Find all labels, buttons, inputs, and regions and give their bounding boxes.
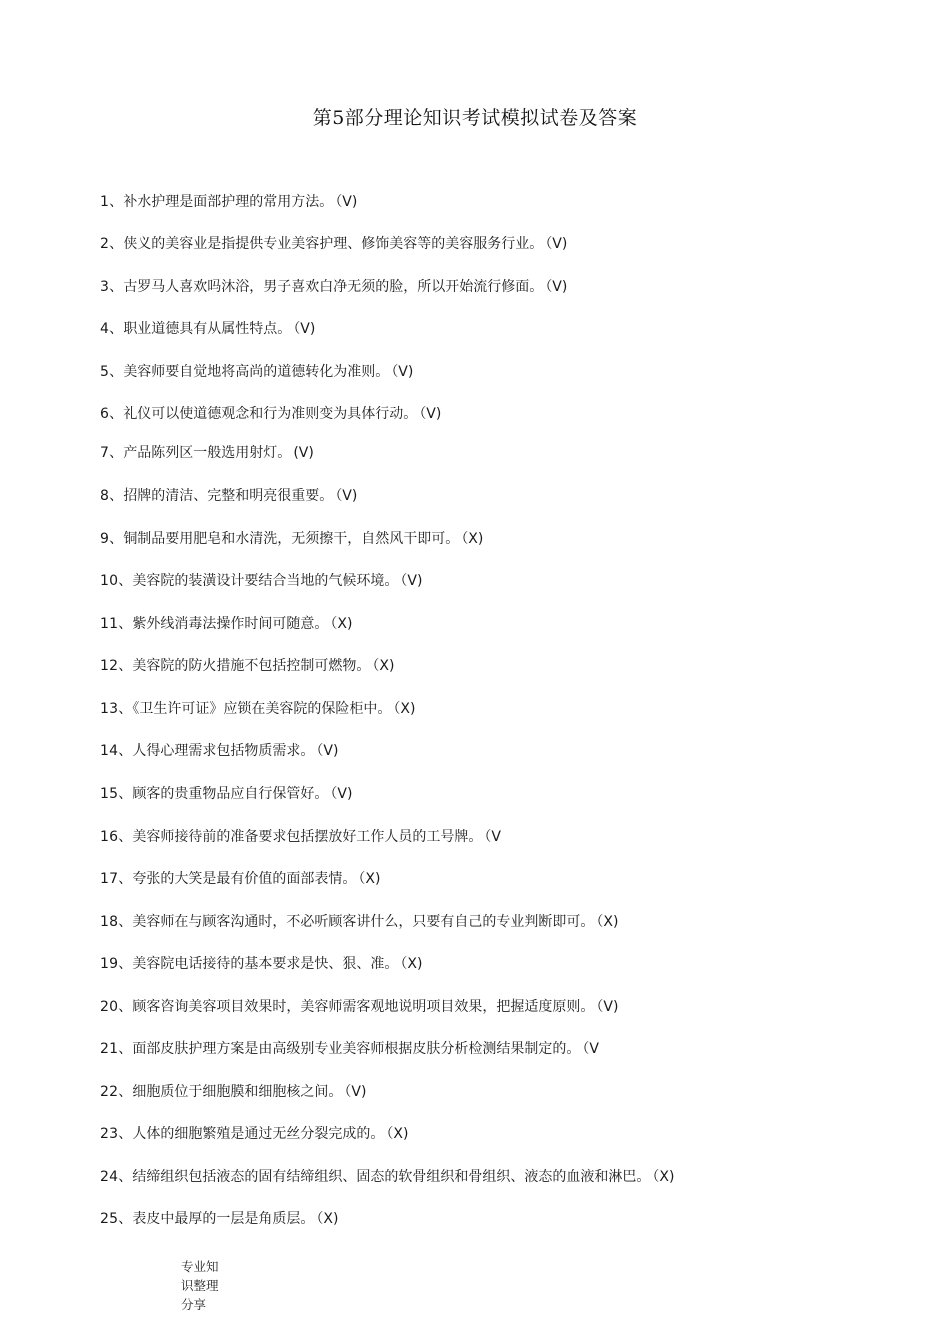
question-number: 23、 [100,1126,133,1142]
question-number: 7、 [100,445,124,461]
question-text: 职业道德具有从属性特点。 [123,321,292,337]
question-number: 1、 [100,194,124,210]
question-number: 22、 [100,1084,133,1100]
question-number: 19、 [100,956,133,972]
question-item [100,234,567,254]
question-answer: （X) [358,871,381,887]
question-number: 21、 [100,1041,133,1057]
question-text: 人体的细胞繁殖是通过无丝分裂完成的。 [132,1126,385,1142]
question-text: 美容院的装潢设计要结合当地的气候环境。 [132,573,399,589]
question-answer: （X) [372,658,395,674]
question-text: 招牌的清洁、完整和明亮很重要。 [123,488,334,504]
question-text: 顾客咨询美容项目效果时，美容师需客观地说明项目效果，把握适度原则。 [132,999,595,1015]
question-item [100,784,352,804]
question-number: 16、 [100,829,133,845]
question-text: 产品陈列区一般选用射灯。 [123,445,292,461]
question-number: 6、 [100,406,124,422]
question-item [100,827,501,847]
question-item [100,1082,366,1102]
question-text: 结缔组织包括液态的固有结缔组织、固态的软骨组织和骨组织、液态的血液和淋巴。 [132,1169,651,1185]
question-text: 铜制品要用肥皂和水清洗，无须擦干，自然风干即可。 [123,531,460,547]
question-number: 24、 [100,1169,133,1185]
question-text: 美容师要自觉地将高尚的道德转化为准则。 [123,364,390,380]
question-item [100,486,357,506]
question-answer: (V) [293,445,314,461]
question-item [100,404,441,424]
question-text: 人得心理需求包括物质需求。 [132,743,315,759]
question-item [100,699,415,719]
question-text: 美容师在与顾客沟通时，不必听顾客讲什么，只要有自己的专业判断即可。 [132,914,595,930]
question-answer: （X) [461,531,484,547]
question-number: 15、 [100,786,133,802]
question-item [100,1167,674,1187]
question-answer: （V [582,1041,599,1057]
question-number: 4、 [100,321,124,337]
question-answer: （X) [652,1169,675,1185]
question-answer: （X) [330,616,353,632]
question-text: 美容院电话接待的基本要求是快、狠、准。 [132,956,399,972]
question-answer: （V) [419,406,442,422]
question-text: 礼仪可以使道德观念和行为准则变为具体行动。 [123,406,418,422]
question-item [100,192,357,212]
question-answer: （V) [293,321,316,337]
question-text: 表皮中最厚的一层是角质层。 [132,1211,315,1227]
question-number: 10、 [100,573,133,589]
question-text: 侠义的美容业是指提供专业美容护理、修饰美容等的美容服务行业。 [123,236,544,252]
question-answer: （V) [391,364,414,380]
question-answer: （V) [335,194,358,210]
question-text: 《卫生许可证》应锁在美容院的保险柜中。 [132,701,392,717]
question-item [100,997,618,1017]
question-answer: （X) [316,1211,339,1227]
question-item [100,443,314,463]
question-item [100,571,422,591]
question-text: 夸张的大笑是最有价值的面部表情。 [132,871,357,887]
question-text: 顾客的贵重物品应自行保管好。 [132,786,329,802]
question-item [100,1209,338,1229]
question-answer: （V) [545,236,568,252]
question-number: 25、 [100,1211,133,1227]
question-item [100,741,338,761]
question-text: 补水护理是面部护理的常用方法。 [123,194,334,210]
question-answer: （V) [596,999,619,1015]
question-answer: （V) [335,488,358,504]
question-number: 3、 [100,279,124,295]
question-answer: （V) [316,743,339,759]
question-number: 11、 [100,616,133,632]
question-answer: （V) [344,1084,367,1100]
question-item [100,319,315,339]
question-text: 细胞质位于细胞膜和细胞核之间。 [132,1084,343,1100]
question-item [100,362,413,382]
question-number: 9、 [100,531,124,547]
question-answer: （V) [330,786,353,802]
page-title: 第5部分理论知识考试模拟试卷及答案 [312,107,638,129]
question-item [100,614,352,634]
question-number: 14、 [100,743,133,759]
question-number: 13、 [100,701,133,717]
question-item [100,1039,599,1059]
question-answer: （V [484,829,501,845]
question-number: 12、 [100,658,133,674]
question-item [100,954,422,974]
question-number: 17、 [100,871,133,887]
question-text: 面部皮肤护理方案是由高级别专业美容师根据皮肤分析检测结果制定的。 [132,1041,581,1057]
question-answer: （X) [393,701,416,717]
question-item [100,869,380,889]
question-answer: （X) [400,956,423,972]
question-text: 美容院的防火措施不包括控制可燃物。 [132,658,371,674]
question-number: 18、 [100,914,133,930]
question-text: 紫外线消毒法操作时间可随意。 [132,616,329,632]
footer-note: 专业知识整理分享 [181,1259,219,1312]
question-number: 5、 [100,364,124,380]
question-item [100,656,394,676]
question-answer: （V) [545,279,568,295]
question-number: 8、 [100,488,124,504]
question-answer: （V) [400,573,423,589]
question-text: 美容师接待前的准备要求包括摆放好工作人员的工号牌。 [132,829,483,845]
question-number: 2、 [100,236,124,252]
question-text: 古罗马人喜欢吗沐浴，男子喜欢白净无须的脸，所以开始流行修面。 [123,279,544,295]
question-number: 20、 [100,999,133,1015]
question-answer: （X) [386,1126,409,1142]
question-item [100,277,567,297]
question-item [100,529,483,549]
question-item [100,912,618,932]
question-answer: （X) [596,914,619,930]
question-item [100,1124,408,1144]
